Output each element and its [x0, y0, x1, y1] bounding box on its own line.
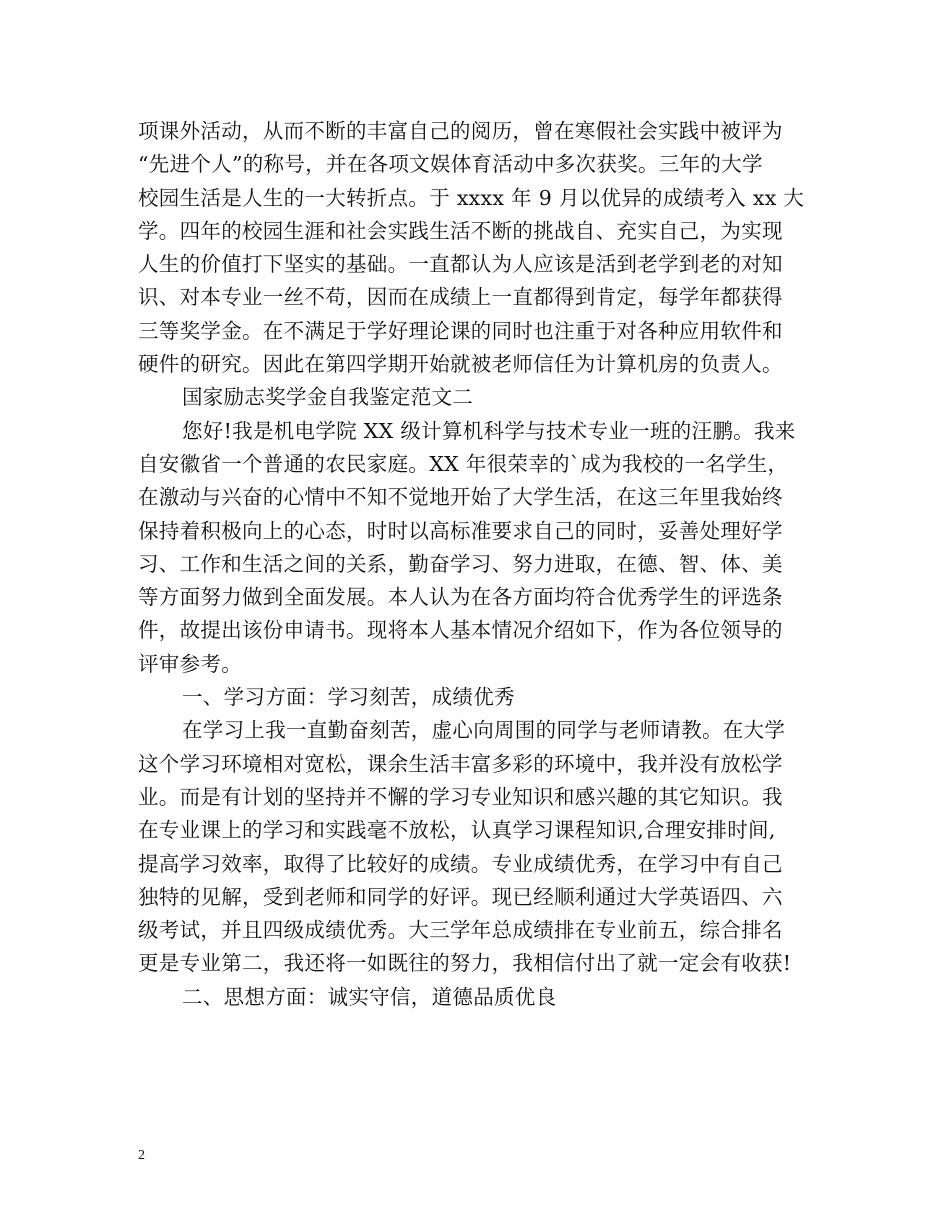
subheading-ideology: 二、思想方面：诚实守信，道德品质优良 — [182, 984, 557, 1009]
body-line: 件，故提出该份申请书。现将本人基本情况介绍如下，作为各位领导的 — [138, 618, 783, 643]
paragraph-start-line: 您好!我是机电学院 XX 级计算机科学与技术专业一班的汪鹏。我来 — [182, 418, 796, 443]
section-title: 国家励志奖学金自我鉴定范文二 — [182, 385, 474, 410]
body-line: 独特的见解，受到老师和同学的好评。现已经顺利通过大学英语四、六 — [138, 884, 783, 909]
body-line: 项课外活动，从而不断的丰富自己的阅历，曾在寒假社会实践中被评为 — [138, 119, 783, 143]
body-line: 校园生活是人生的一大转折点。于 xxxx 年 9 月以优异的成绩考入 xx 大 — [138, 185, 805, 210]
document-body — [138, 115, 818, 1014]
body-line: 评审参考。 — [138, 651, 242, 676]
body-line: 保持着积极向上的心态，时时以高标准要求自己的同时，妥善处理好学 — [138, 518, 783, 543]
body-line: “先进个人”的称号，并在各项文娱体育活动中多次获奖。三年的大学 — [138, 152, 763, 177]
body-line: 等方面努力做到全面发展。本人认为在各方面均符合优秀学生的评选条 — [138, 585, 783, 610]
body-line: 识、对本专业一丝不苟，因而在成绩上一直都得到肯定，每学年都获得 — [138, 285, 783, 310]
body-line: 更是专业第二，我还将一如既往的努力，我相信付出了就一定会有收获! — [138, 951, 792, 976]
body-line: 在激动与兴奋的心情中不知不觉地开始了大学生活，在这三年里我始终 — [138, 485, 783, 510]
body-line: 业。而是有计划的坚持并不懈的学习专业知识和感兴趣的其它知识。我 — [138, 784, 783, 809]
body-line: 学。四年的校园生涯和社会实践生活不断的挑战自、充实自己，为实现 — [138, 218, 783, 243]
body-line: 硬件的研究。因此在第四学期开始就被老师信任为计算机房的负责人。 — [138, 352, 783, 377]
body-line: 提高学习效率，取得了比较好的成绩。专业成绩优秀，在学习中有自己 — [138, 851, 783, 876]
subheading-study: 一、学习方面：学习刻苦，成绩优秀 — [182, 685, 515, 710]
body-line: 级考试，并且四级成绩优秀。大三学年总成绩排在专业前五，综合排名 — [138, 918, 783, 943]
page-number: 2 — [138, 1148, 145, 1163]
body-line: 习、工作和生活之间的关系，勤奋学习、努力进取，在德、智、体、美 — [138, 551, 783, 576]
body-line: 人生的价值打下坚实的基础。一直都认为人应该是活到老学到老的对知 — [138, 252, 783, 277]
body-line: 这个学习环境相对宽松，课余生活丰富多彩的环境中，我并没有放松学 — [138, 751, 783, 776]
paragraph-start-line: 在学习上我一直勤奋刻苦，虚心向周围的同学与老师请教。在大学 — [182, 718, 786, 743]
body-line: 自安徽省一个普通的农民家庭。XX 年很荣幸的`成为我校的一名学生， — [138, 451, 789, 476]
body-line: 三等奖学金。在不满足于学好理论课的同时也注重于对各种应用软件和 — [138, 318, 783, 343]
body-line: 在专业课上的学习和实践毫不放松，认真学习课程知识,合理安排时间, — [138, 818, 776, 843]
